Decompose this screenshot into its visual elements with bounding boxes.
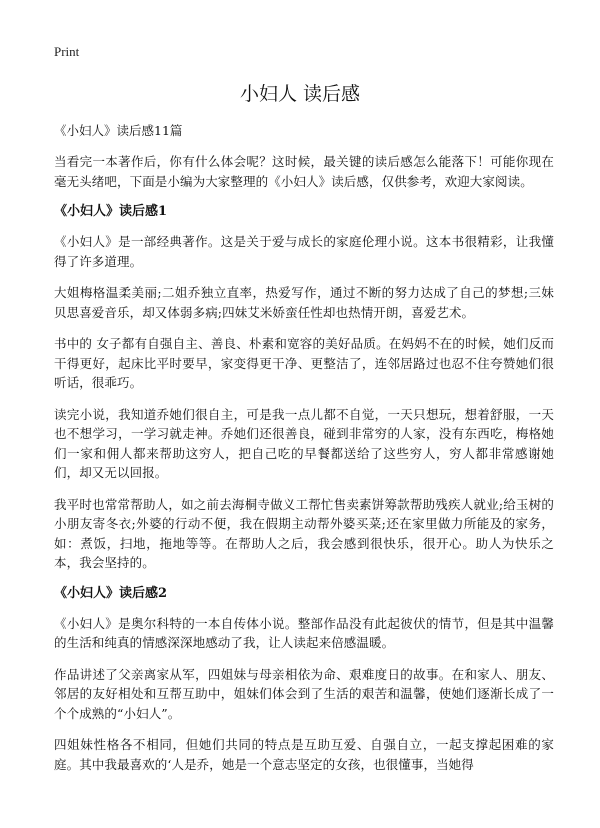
section-paragraph: 《小妇人》是奥尔科特的一本自传体小说。整部作品没有此起彼伏的情节，但是其中温馨的生活和纯真的情感深深地感动了我，让人读起来倍感温暖。	[54, 615, 554, 650]
section-paragraph: 书中的 女子都有自强自主、善良、朴素和宽容的美好品质。在妈妈不在的时候，她们反而干得更好，起床比平时要早，家变得更干净、更整洁了，连邻居路过也忍不住夸赞她们很听话，很乖巧。	[54, 336, 554, 390]
section-paragraph: 读完小说，我知道乔她们很自主，可是我一点儿都不自觉，一天只想玩，想着舒服，一天也不想学习，一学习就走神。乔她们还很善良，碰到非常穷的人家，没有东西吃，梅格她们一家和佣人都来帮助这穷人，把自己吃的早餐都送给了这些穷人，穷人都非常感谢她们，却又无以回报。	[54, 406, 554, 480]
article-body	[54, 122, 554, 786]
section-paragraph: 《小妇人》是一部经典著作。这是关于爱与成长的家庭伦理小说。这本书很精彩，让我懂得了许多道理。	[54, 234, 554, 269]
section-heading: 《小妇人》读后感1	[54, 204, 168, 219]
section-paragraph: 大姐梅格温柔美丽;二姐乔独立直率，热爱写作，通过不断的努力达成了自己的梦想;三妹贝思喜爱音乐，却又体弱多病;四妹艾米娇蛮任性却也热情开朗，喜爱艺术。	[54, 285, 554, 320]
section-paragraph: 作品讲述了父亲离家从军，四姐妹与母亲相依为命、艰难度日的故事。在和家人、朋友、邻居的友好相处和互帮互助中，姐妹们体会到了生活的艰苦和温馨，使她们逐渐长成了一个个成熟的“小妇人”。	[54, 666, 554, 721]
article-subtitle: 《小妇人》读后感11篇	[54, 123, 183, 138]
print-link[interactable]: Print	[54, 44, 80, 59]
intro-paragraph: 当看完一本著作后，你有什么体会呢？这时候，最关键的读后感怎么能落下！可能你现在毫无头绪吧，下面是小编为大家整理的《小妇人》读后感，仅供参考，欢迎大家阅读。	[54, 154, 554, 189]
page-title: 小妇人 读后感	[239, 83, 361, 105]
section-heading: 《小妇人》读后感2	[54, 585, 168, 601]
essay-section-2	[54, 585, 554, 775]
essay-section-1	[54, 203, 554, 573]
section-paragraph: 四姐妹性格各不相同，但她们共同的特点是互助互爱、自强自立，一起支撑起困难的家庭。其中我最喜欢的‘人是乔，她是一个意志坚定的女孩，也很懂事，当她得	[54, 737, 554, 772]
section-paragraph: 我平时也常常帮助人，如之前去海桐寺做义工帮忙售卖素饼筹款帮助残疾人就业;给玉树的小朋友寄冬衣;外婆的行动不便，我在假期主动帮外婆买菜;还在家里做力所能及的家务，如：煮饭，扫地，拖地等等。在帮助人之后，我会感到很快乐，很开心。助人为快乐之本，我会坚持的。	[54, 496, 554, 570]
